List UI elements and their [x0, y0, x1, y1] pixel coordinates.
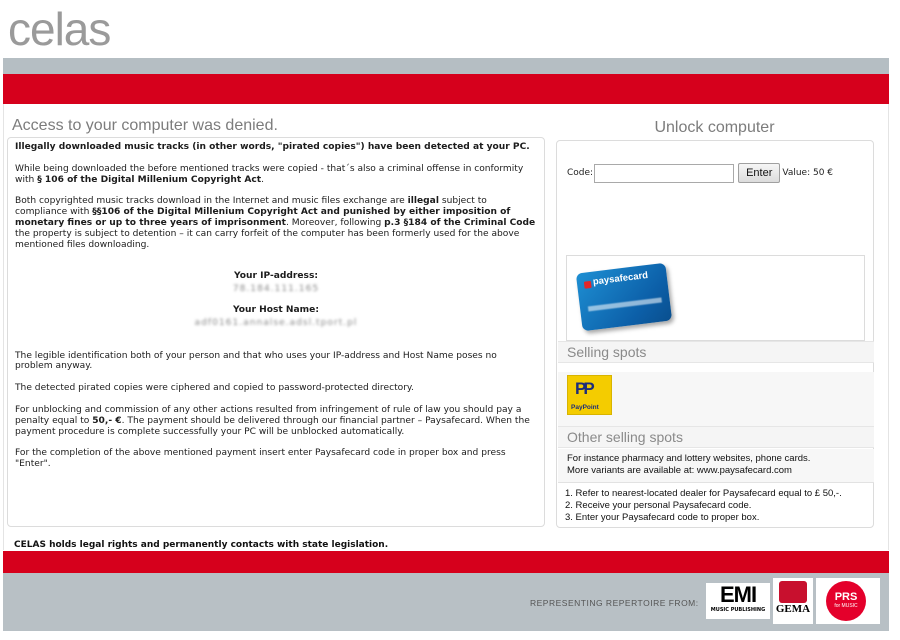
paragraph-detected — [15, 142, 537, 153]
value-label: Value: 50 € — [782, 168, 834, 178]
selling-spots-heading: Selling spots — [558, 341, 874, 363]
paysafecard-image-box — [566, 255, 865, 341]
p6-b: 50,- € — [92, 415, 122, 426]
prs-logo — [816, 578, 880, 624]
ip-info-block — [15, 271, 537, 328]
code-label: Code: — [567, 168, 594, 178]
p6-c: . The payment should be delivered through our financial partner – Paysafecard. When the payment procedure is complete successfully your PC will be unblocked automatically. — [15, 415, 530, 437]
code-input[interactable] — [594, 164, 734, 183]
paysafecard-brand: paysafecard — [592, 269, 649, 288]
host-name-value: adf0161.annalse.adsl.tport.pl — [194, 317, 358, 328]
paragraph-ciphered: The detected pirated copies were ciphered and copied to password-protected directory. — [15, 383, 414, 394]
prs-circle-icon — [826, 581, 866, 621]
paypoint-name: PayPoint — [571, 404, 599, 411]
paragraph-copied: While being downloaded the before mentioned tracks were copied - that´s also a criminal offense in conformity with § 106 of the Digital Millenium Copyright Act. — [15, 163, 524, 185]
legal-rights-note: CELAS holds legal rights and permanently contacts with state legislation. — [14, 540, 389, 550]
ip-address-value: 78.184.111.165 — [232, 284, 320, 295]
paypoint-area — [558, 372, 874, 426]
top-grey-bar — [3, 58, 889, 74]
p3-e: . Moreover, following — [285, 217, 382, 228]
gema-mark-icon — [779, 581, 807, 603]
emi-logo-subtext: MUSIC PUBLISHING — [710, 607, 766, 613]
paragraph-instructions: For the completion of the above mentioned payment insert enter Paysafecard code in proper box and press "Enter". — [15, 448, 506, 470]
celas-logo: celas — [8, 3, 111, 55]
unlock-heading: Unlock computer — [654, 119, 775, 136]
ip-address-label: Your IP-address: — [233, 271, 319, 282]
other-line-1: For instance pharmacy and lottery websites, phone cards. — [567, 453, 811, 464]
p2-bold: § 106 of the Digital Millenium Copyright Act — [37, 174, 262, 185]
prs-logo-subtext: for MUSIC — [834, 603, 858, 609]
p2-text: While being downloaded the before mentioned tracks were copied - that´s also a criminal offense in conformity with — [15, 163, 524, 185]
other-line-2: More variants are available at: www.paysafecard.com — [567, 465, 792, 476]
host-name-label: Your Host Name: — [233, 304, 319, 315]
lock-icon — [584, 281, 592, 289]
representing-label: REPRESENTING REPERTOIRE FROM: — [530, 598, 699, 608]
p1-bold: Illegally downloaded music tracks (in other words, "pirated copies") have been detected at your PC. — [15, 142, 530, 152]
top-red-bar — [3, 74, 889, 104]
paragraph-penalty — [15, 405, 537, 437]
unlock-panel — [556, 140, 874, 528]
step-item: 3. Enter your Paysafecard code to proper box. — [565, 512, 760, 523]
p3-c: subject to compliance with — [15, 196, 487, 218]
emi-logo — [706, 583, 770, 619]
warning-text-panel — [7, 137, 545, 527]
step-item: 2. Receive your personal Paysafecard code. — [565, 500, 752, 511]
paysafecard-card-icon — [576, 263, 672, 332]
card-number-blur — [588, 297, 662, 311]
step-item: 1. Refer to nearest-located dealer for Paysafecard equal to £ 50,-. — [565, 488, 842, 499]
gema-logo-text: GEMA — [775, 603, 811, 615]
bottom-red-bar — [3, 551, 889, 573]
prs-logo-text: PRS — [834, 591, 858, 603]
p3-a: Both copyrighted music tracks download in the Internet and music files exchange are — [15, 196, 405, 207]
paypoint-logo[interactable] — [567, 375, 612, 415]
p6-a: For unblocking and commission of any other actions resulted from infringement of rule of law you should pay a penalty equal to — [15, 404, 522, 426]
paragraph-identification: The legible identification both of your person and that who uses your IP-address and Host Name poses no problem anyway. — [15, 350, 497, 372]
other-spots-info — [558, 449, 874, 483]
other-selling-spots-heading: Other selling spots — [558, 426, 874, 448]
enter-button[interactable]: Enter — [738, 163, 780, 183]
emi-logo-text: EMI — [719, 582, 757, 607]
paypoint-mark: PP — [575, 379, 592, 398]
code-row — [567, 163, 833, 183]
p3-g: the property is subject to detention – it can carry forfeit of the computer has been formerly used for the above mentioned files downloading. — [15, 228, 520, 250]
p3-d: §§106 of the Digital Millenium Copyright Act and punished by either imposition of monetary fines or up to three years of imprisonment — [15, 207, 511, 228]
payment-steps-list — [565, 488, 842, 524]
p3-f: p.3 §184 of the Criminal Code — [384, 217, 536, 228]
p3-b: illegal — [407, 196, 439, 207]
denied-heading: Access to your computer was denied. — [12, 117, 278, 134]
paragraph-illegal — [15, 196, 537, 250]
gema-logo — [773, 578, 813, 624]
